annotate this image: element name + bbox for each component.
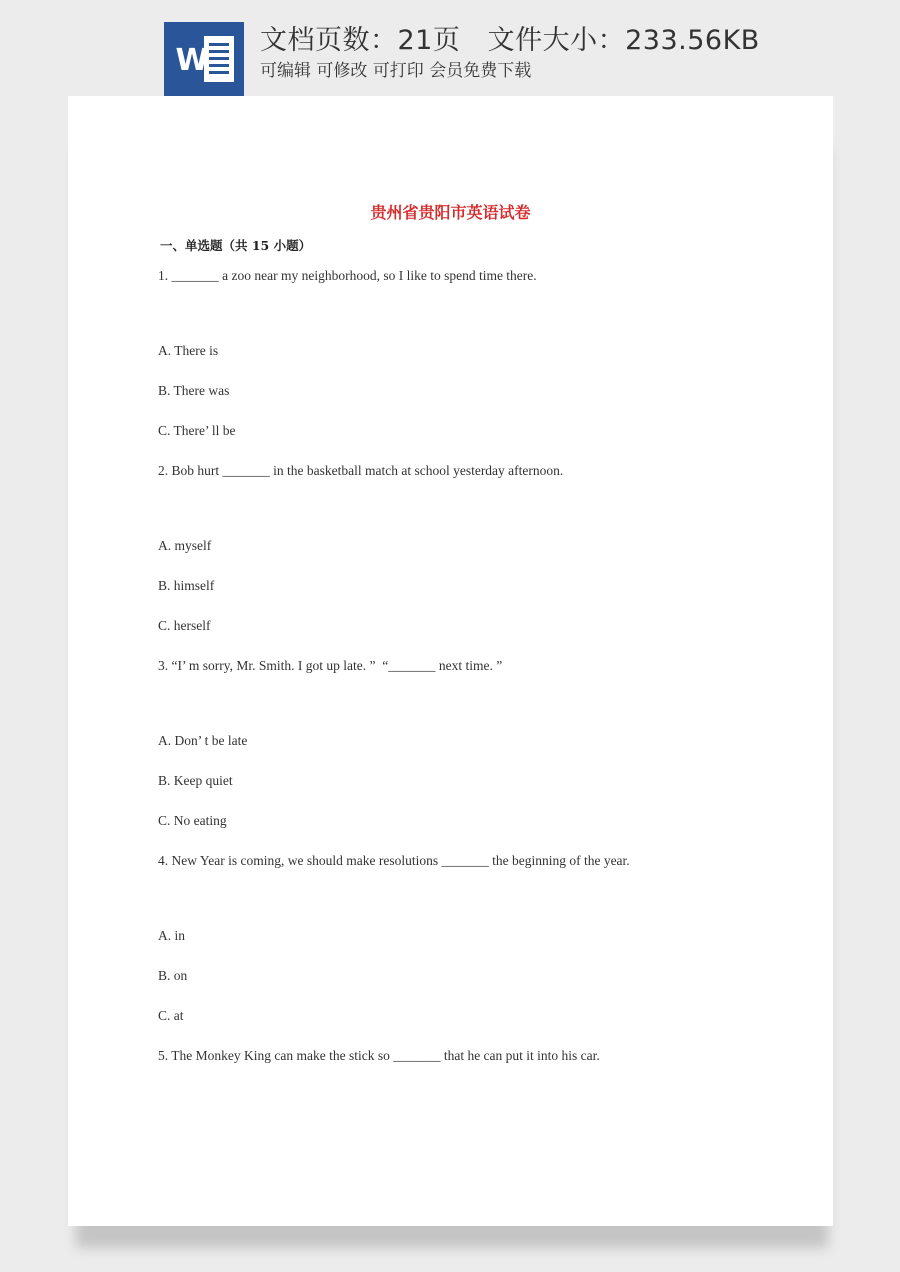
document-stats: 文档页数：21页 文件大小：233.56KB (260, 25, 760, 56)
question-5-stem: 5. The Monkey King can make the stick so _______ that he can put it into his car. (158, 1048, 600, 1063)
question-2-stem: 2. Bob hurt _______ in the basketball match at school yesterday afternoon. (158, 463, 564, 478)
document-page (68, 96, 833, 1226)
question-2-option-c: C. herself (158, 618, 211, 633)
question-4-stem: 4. New Year is coming, we should make resolutions _______ the beginning of the year. (158, 853, 630, 868)
question-2-option-b: B. himself (158, 578, 215, 593)
question-3-option-b: B. Keep quiet (158, 773, 233, 788)
question-3-option-c: C. No eating (158, 813, 227, 828)
document-title: 贵州省贵阳市英语试卷 (370, 203, 531, 222)
word-document-icon (164, 22, 244, 96)
question-4-option-a: A. in (158, 928, 185, 943)
question-4-option-b: B. on (158, 968, 188, 983)
question-1-stem: 1. _______ a zoo near my neighborhood, so I like to spend time there. (158, 268, 537, 283)
question-4-option-c: C. at (158, 1008, 184, 1023)
word-logo-letter: W (175, 43, 209, 78)
section-heading: 一、单选题（共 15 小题） (160, 238, 312, 253)
question-2-option-a: A. myself (158, 538, 212, 553)
question-3-option-a: A. Don’ t be late (158, 733, 248, 748)
question-3-stem: 3. “I’ m sorry, Mr. Smith. I got up late. ” “_______ next time. ” (158, 658, 503, 673)
question-1-option-a: A. There is (158, 343, 219, 358)
document-info-banner (0, 0, 900, 96)
question-1-option-b: B. There was (158, 383, 230, 398)
question-1-option-c: C. There’ ll be (158, 423, 236, 438)
document-features: 可编辑 可修改 可打印 会员免费下载 (260, 61, 532, 81)
